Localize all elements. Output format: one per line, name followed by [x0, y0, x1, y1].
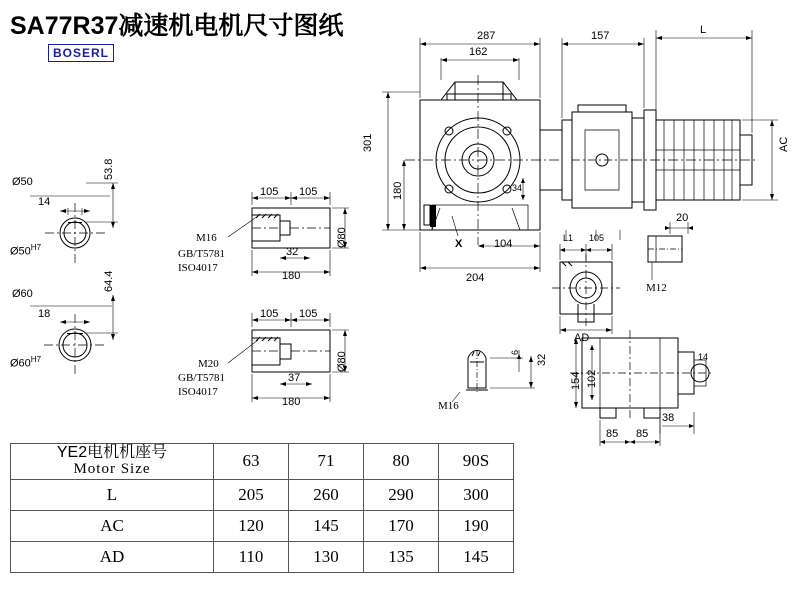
std-gb-top: GB/T5781	[178, 248, 226, 260]
cell-AD-90s: 145	[439, 541, 514, 572]
cell-AC-90s: 190	[439, 510, 514, 541]
table-row	[11, 510, 514, 541]
table-col-71: 71	[289, 444, 364, 480]
cell-AD-80: 135	[364, 541, 439, 572]
label-X: X	[455, 238, 463, 250]
std-gb-bottom: GB/T5781	[178, 372, 226, 384]
cell-AD-63: 110	[214, 541, 289, 572]
shaft-view-d50	[30, 183, 118, 263]
header-cn: YE2电机机座号	[56, 444, 168, 461]
dim-180-b: 180	[282, 396, 301, 408]
dim-14: 14	[38, 196, 51, 208]
dim-64-4: 64.4	[103, 270, 115, 292]
dim-38: 38	[662, 412, 675, 424]
row-label-L: L	[11, 479, 214, 510]
cell-AC-63: 120	[214, 510, 289, 541]
dim-105-a: 105	[260, 186, 279, 198]
table-col-90s: 90S	[439, 444, 514, 480]
dim-34: 34	[512, 183, 523, 193]
cell-AC-80: 170	[364, 510, 439, 541]
dim-105-d: 105	[299, 308, 318, 320]
table-row	[11, 479, 514, 510]
dim-157: 157	[591, 30, 610, 42]
vertical-dimension-lines	[382, 92, 778, 230]
page-title: SA77R37减速机电机尺寸图纸	[10, 12, 344, 40]
thread-m16-top: M16	[196, 232, 217, 244]
row-label-AD: AD	[11, 541, 214, 572]
label-d60-h7: $Ø60^{H7}$	[10, 355, 42, 370]
dim-32: 32	[286, 246, 299, 258]
dim-85-a: 85	[606, 428, 619, 440]
bolt-view-bottom	[228, 313, 349, 402]
dim-32-b: 32	[536, 353, 548, 366]
bottom-dimension-lines	[420, 216, 540, 272]
m16-bolt-cone	[452, 350, 535, 402]
dim-204: 204	[466, 272, 485, 284]
dim-6: 6	[510, 349, 520, 355]
header-en: Motor Size	[73, 460, 151, 477]
motor-flange-view	[552, 244, 620, 334]
thread-m16-cone: M16	[438, 400, 459, 412]
thread-m20-bottom: M20	[198, 358, 219, 370]
label-d50: Ø50	[12, 176, 33, 188]
table-col-63: 63	[214, 444, 289, 480]
dim-162: 162	[469, 46, 488, 58]
dim-85-b: 85	[636, 428, 649, 440]
dim-180-a: 180	[282, 270, 301, 282]
dim-105-b: 105	[299, 186, 318, 198]
label-d50-h7: $Ø50^{H7}$	[10, 243, 42, 258]
dim-180: 180	[392, 181, 404, 200]
dim-18: 18	[38, 308, 51, 320]
dim-L: L	[700, 24, 707, 36]
cell-L-90s: 300	[439, 479, 514, 510]
dim-20: 20	[676, 212, 689, 224]
dim-AD: AD	[574, 332, 590, 344]
table-header-motor-size	[11, 444, 214, 480]
row-label-AC: AC	[11, 510, 214, 541]
dim-154: 154	[570, 371, 582, 390]
dim-102: 102	[586, 369, 598, 388]
dim-105-e: 105	[589, 233, 605, 243]
dim-105-c: 105	[260, 308, 279, 320]
dim-d80-a: Ø80	[336, 227, 348, 248]
cell-L-80: 290	[364, 479, 439, 510]
std-iso-top: ISO4017	[178, 262, 218, 274]
cell-AC-71: 145	[289, 510, 364, 541]
brand-logo: BOSERL	[48, 44, 114, 62]
thread-m12: M12	[646, 282, 667, 294]
table-col-80: 80	[364, 444, 439, 480]
dim-AC: AC	[778, 136, 790, 152]
std-iso-bottom: ISO4017	[178, 386, 218, 398]
cell-AD-71: 130	[289, 541, 364, 572]
cell-L-63: 205	[214, 479, 289, 510]
dim-104: 104	[494, 238, 513, 250]
dim-287: 287	[477, 30, 496, 42]
dim-d80-b: Ø80	[336, 351, 348, 372]
dim-14-b: 14	[698, 352, 709, 362]
dim-301: 301	[362, 133, 374, 152]
dim-53-8: 53.8	[103, 158, 115, 180]
motor-size-table	[10, 443, 514, 573]
table-row	[11, 541, 514, 572]
label-d60: Ø60	[12, 288, 33, 300]
dim-L1: L1	[563, 233, 574, 243]
dim-37: 37	[288, 372, 301, 384]
m12-bolt-detail	[648, 222, 693, 280]
cell-L-71: 260	[289, 479, 364, 510]
bolt-view-top	[228, 192, 349, 276]
main-assembly	[405, 75, 756, 245]
